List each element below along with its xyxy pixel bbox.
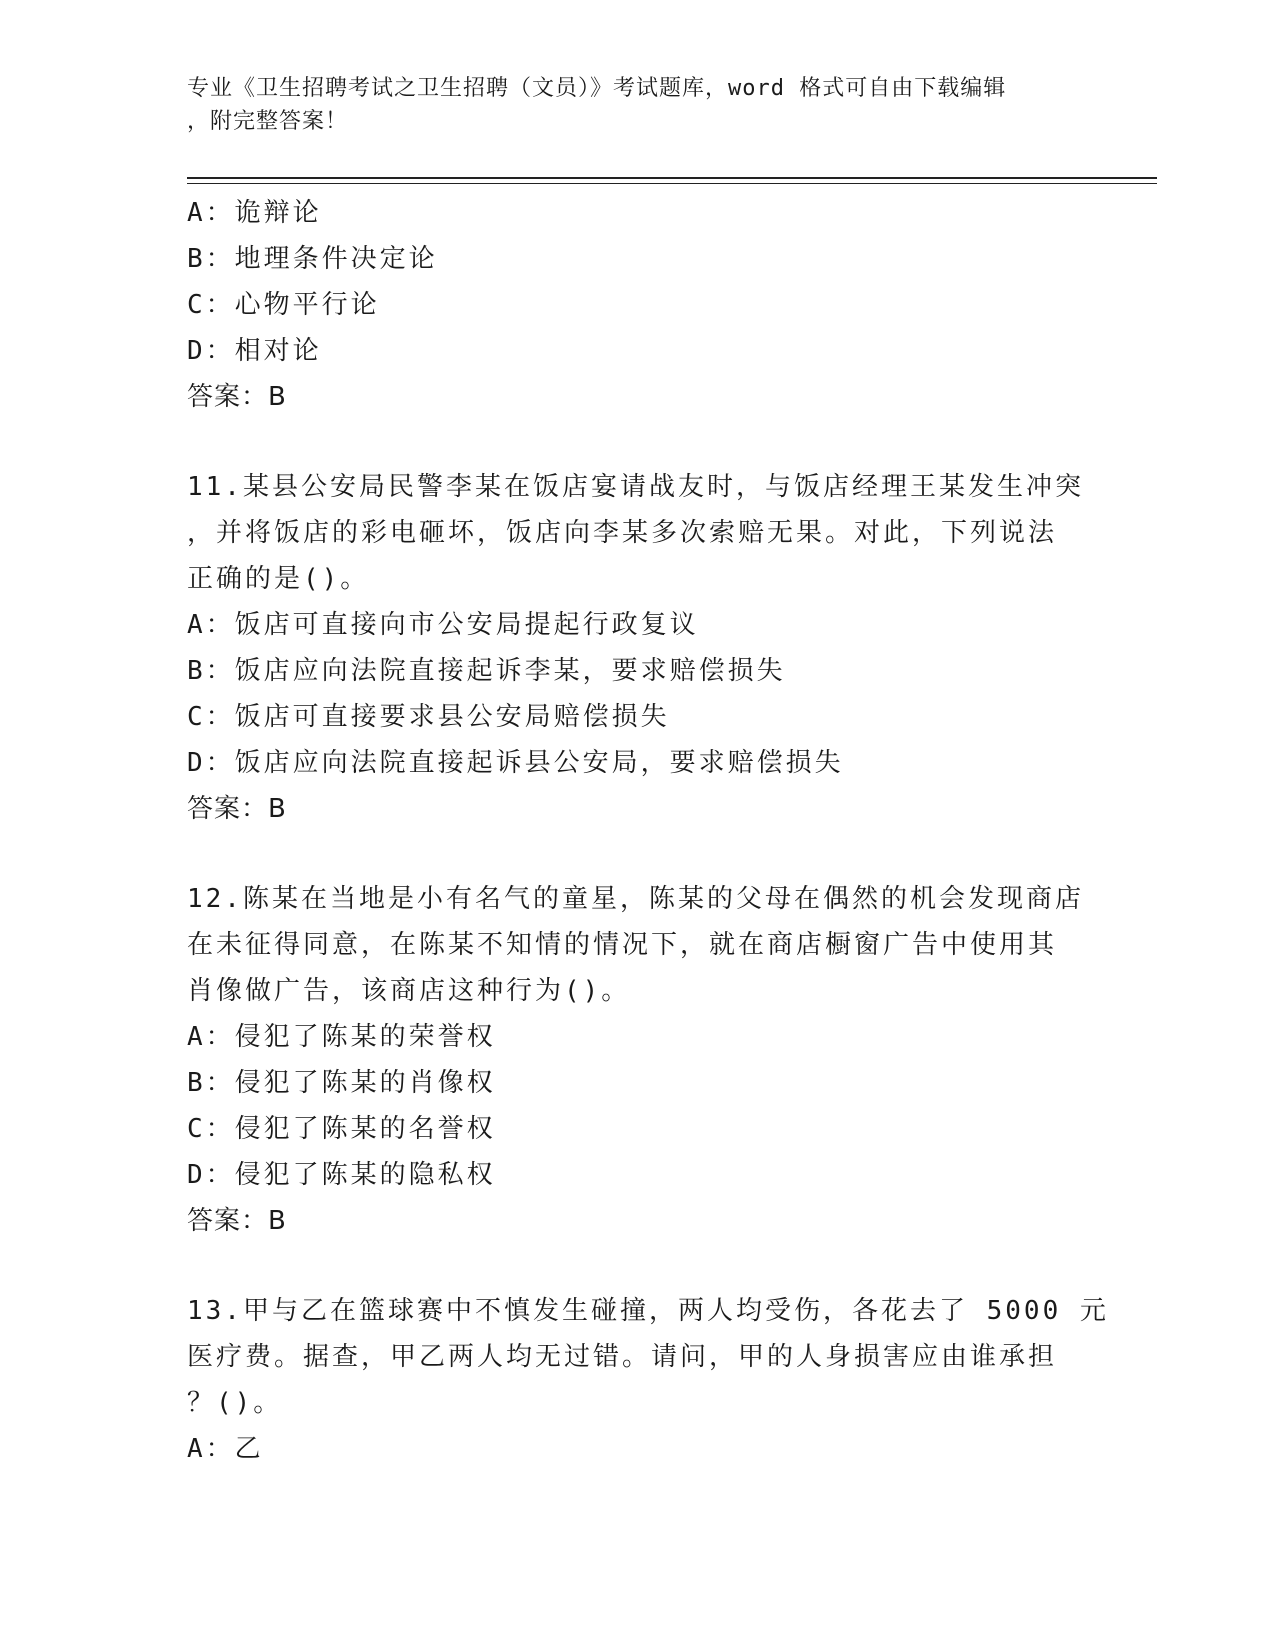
question-text-line: 医疗费。据查，甲乙两人均无过错。请问，甲的人身损害应由谁承担	[187, 1342, 1058, 1372]
option-d: D：侵犯了陈某的隐私权	[187, 1160, 496, 1190]
option-b: B：地理条件决定论	[187, 244, 438, 274]
answer-line: 答案：B	[187, 1206, 287, 1236]
question-12	[187, 876, 1087, 1244]
option-a: A：饭店可直接向市公安局提起行政复议	[187, 610, 699, 640]
question-text-line: 12.陈某在当地是小有名气的童星，陈某的父母在偶然的机会发现商店	[187, 884, 1084, 914]
question-text-line: 正确的是()。	[187, 564, 370, 594]
question-text-line: 肖像做广告，该商店这种行为()。	[187, 976, 631, 1006]
header-line-2: ，附完整答案！	[187, 109, 349, 134]
option-a: A：乙	[187, 1434, 264, 1464]
option-c: C：饭店可直接要求县公安局赔偿损失	[187, 702, 670, 732]
question-10	[187, 190, 1087, 420]
document-header	[187, 72, 1067, 138]
question-text-line: 在未征得同意，在陈某不知情的情况下，就在商店橱窗广告中使用其	[187, 930, 1058, 960]
question-text-line: 13.甲与乙在篮球赛中不慎发生碰撞，两人均受伤，各花去了 5000 元	[187, 1296, 1109, 1326]
option-b: B：饭店应向法院直接起诉李某，要求赔偿损失	[187, 656, 786, 686]
header-rule-thin	[187, 183, 1157, 184]
option-c: C：心物平行论	[187, 290, 380, 320]
question-text-line: ？()。	[187, 1388, 283, 1418]
question-13	[187, 1288, 1109, 1472]
option-d: D：饭店应向法院直接起诉县公安局，要求赔偿损失	[187, 748, 844, 778]
option-c: C：侵犯了陈某的名誉权	[187, 1114, 496, 1144]
answer-line: 答案：B	[187, 794, 287, 824]
answer-line: 答案：B	[187, 382, 287, 412]
question-11	[187, 464, 1087, 832]
question-list	[187, 190, 1109, 1472]
option-b: B：侵犯了陈某的肖像权	[187, 1068, 496, 1098]
question-text-line: 11.某县公安局民警李某在饭店宴请战友时，与饭店经理王某发生冲突	[187, 472, 1084, 502]
header-rule-thick	[187, 177, 1157, 179]
option-a: A：诡辩论	[187, 198, 322, 228]
option-a: A：侵犯了陈某的荣誉权	[187, 1022, 496, 1052]
option-d: D：相对论	[187, 336, 322, 366]
header-line-1: 专业《卫生招聘考试之卫生招聘（文员）》考试题库，word 格式可自由下载编辑	[187, 76, 1007, 101]
question-text-line: ，并将饭店的彩电砸坏，饭店向李某多次索赔无果。对此，下列说法	[187, 518, 1058, 548]
